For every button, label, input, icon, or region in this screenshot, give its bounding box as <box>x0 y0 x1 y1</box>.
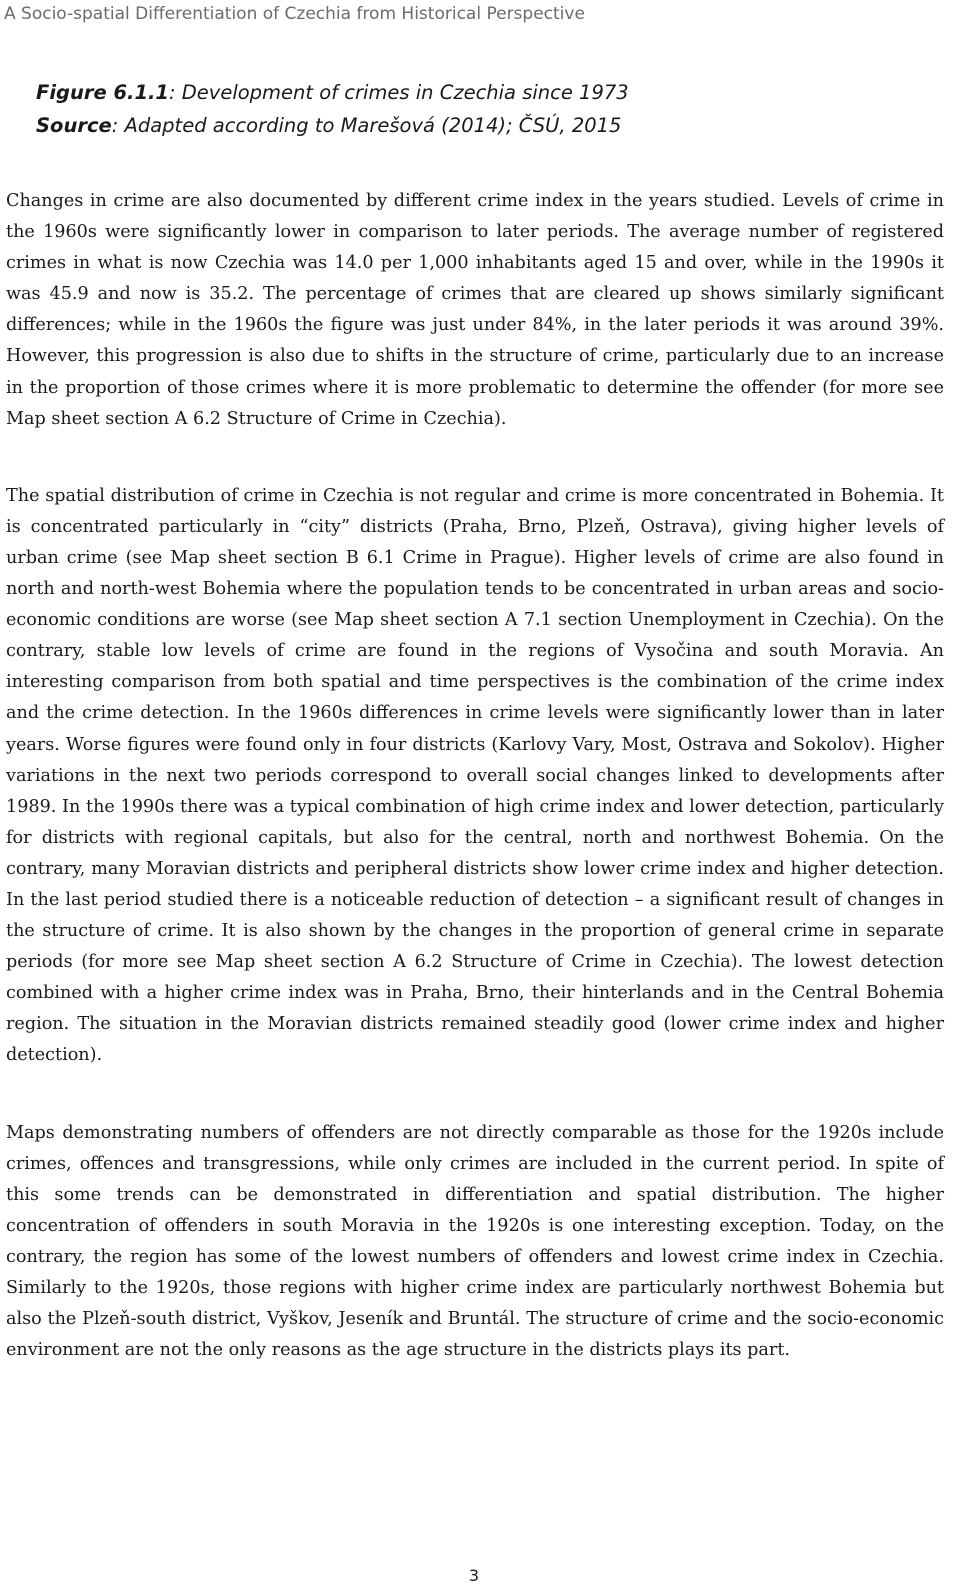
source-text: : Adapted according to Marešová (2014); ČSÚ, 2015 <box>111 114 622 137</box>
source-label: Source <box>36 114 112 137</box>
paragraph-spatial-distribution: The spatial distribution of crime in Czechia is not regular and crime is more concentrated in Bohemia. It is concentrated particularly in “city” districts (Praha, Brno, Plzeň, Ostrava), giving higher levels of urban crime (see Map sheet section B 6.1 Crime in Prague). Higher levels of crime are also found in north and north-west Bohemia where the population tends to be concentrated in urban areas and socio-economic conditions are worse (see Map sheet section A 7.1 section Unemployment in Czechia). On the contrary, stable low levels of crime are found in the regions of Vysočina and south Moravia. An interesting comparison from both spatial and time perspectives is the combination of the crime index and the crime detection. In the 1960s differences in crime levels were significantly lower than in later years. Worse figures were found only in four districts (Karlovy Vary, Most, Ostrava and Sokolov). Higher variations in the next two periods correspond to overall social changes linked to developments after 1989. In the 1990s there was a typical combination of high crime index and lower detection, particularly for districts with regional capitals, but also for the central, north and northwest Bohemia. On the contrary, many Moravian districts and peripheral districts show lower crime index and higher detection. In the last period studied there is a noticeable reduction of detection – a significant result of changes in the structure of crime. It is also shown by the changes in the proportion of general crime in separate periods (for more see Map sheet section A 6.2 Structure of Crime in Czechia). The lowest detection combined with a higher crime index was in Praha, Brno, their hinterlands and in the Central Bohemia region. The situation in the Moravian districts remained steadily good (lower crime index and higher detection). <box>6 485 944 1066</box>
figure-label: Figure 6.1.1 <box>36 81 169 104</box>
figure-title-text: : Development of crimes in Czechia since 1973 <box>169 81 629 104</box>
figure-source <box>36 109 936 142</box>
page-number: 3 <box>468 1566 480 1585</box>
paragraph-offenders-maps: Maps demonstrating numbers of offenders are not directly comparable as those for the 1920s include crimes, offences and transgressions, while only crimes are included in the current period. In spite of this some trends can be demonstrated in differentiation and spatial distribution. The higher concentration of offenders in south Moravia in the 1920s is one interesting exception. Today, on the contrary, the region has some of the lowest numbers of offenders and lowest crime index in Czechia. Similarly to the 1920s, those regions with higher crime index are particularly northwest Bohemia but also the Plzeň-south district, Vyškov, Jeseník and Bruntál. The structure of crime and the socio-economic environment are not the only reasons as the age structure in the districts plays its part. <box>6 1122 944 1361</box>
figure-title <box>36 76 936 109</box>
paragraph-crime-changes: Changes in crime are also documented by different crime index in the years studied. Levels of crime in the 1960s were significantly lower in comparison to later periods. The average number of registered crimes in what is now Czechia was 14.0 per 1,000 inhabitants aged 15 and over, while in the 1990s it was 45.9 and now is 35.2. The percentage of crimes that are cleared up shows similarly significant differences; while in the 1960s the figure was just under 84%, in the later periods it was around 39%. However, this progression is also due to shifts in the structure of crime, particularly due to an increase in the proportion of those crimes where it is more problematic to determine the offender (for more see Map sheet section A 6.2 Structure of Crime in Czechia). <box>6 191 944 429</box>
running-header: A Socio-spatial Differentiation of Czechia from Historical Perspective <box>4 4 585 24</box>
figure-caption <box>36 76 936 142</box>
body-text <box>6 186 944 1412</box>
